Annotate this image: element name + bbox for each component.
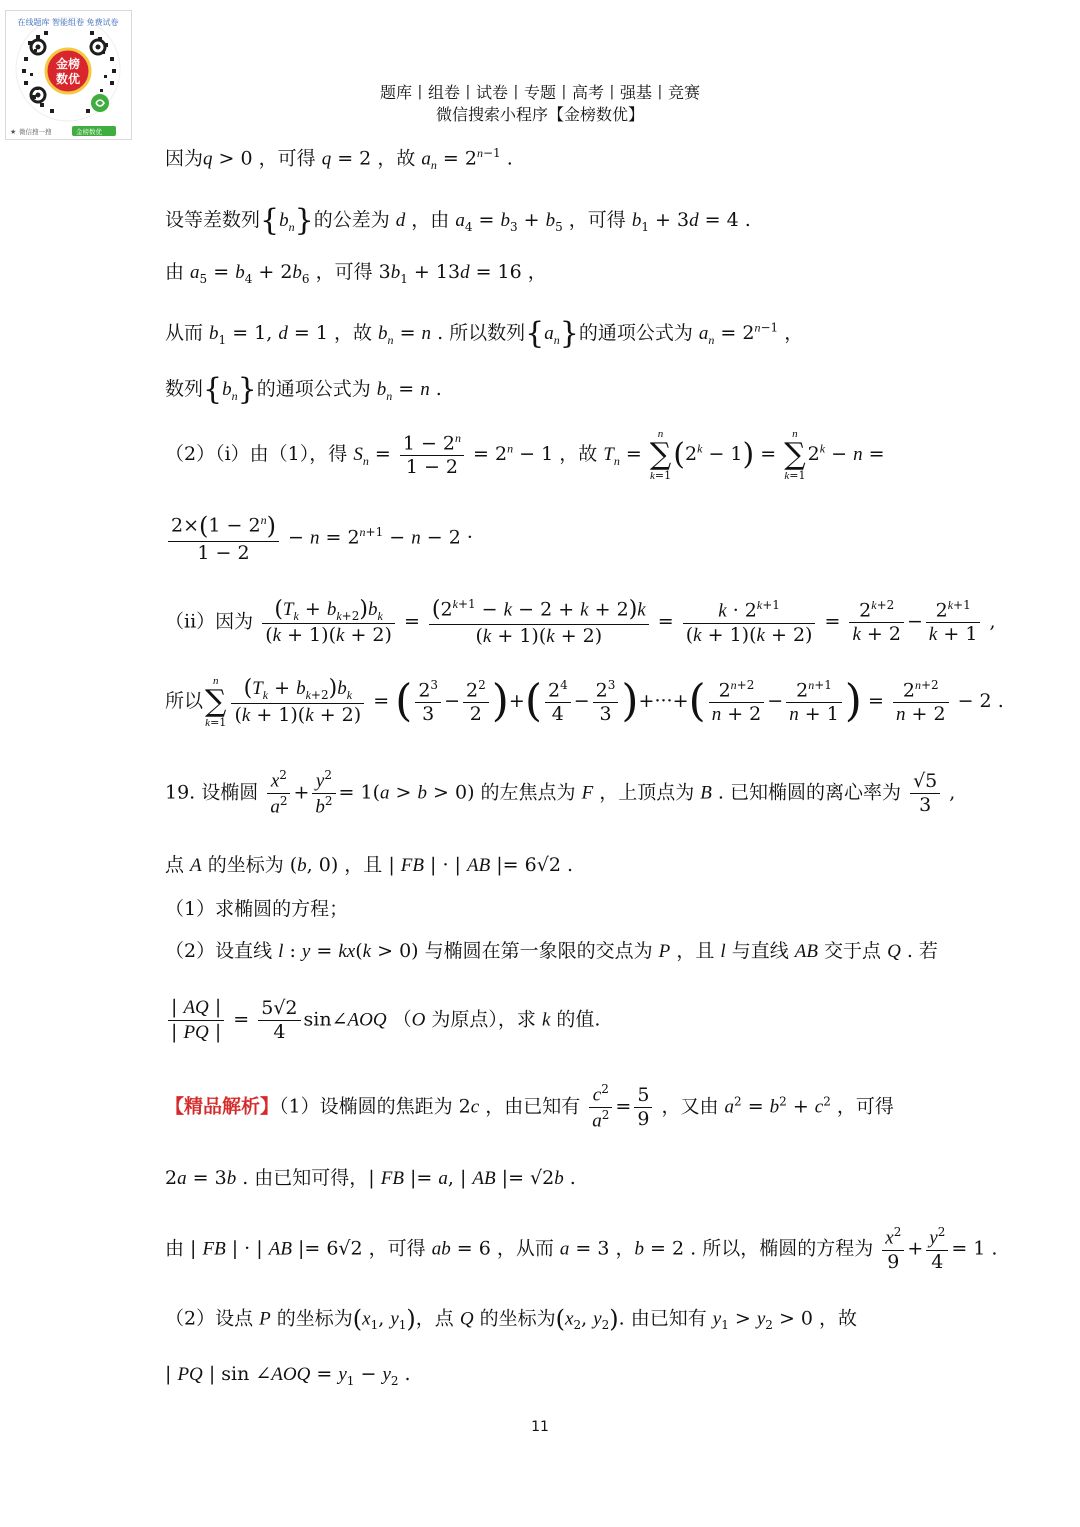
text-line-5: 数列$\{b_n\}$的通项公式为 $b_n = n$ . [165, 372, 442, 407]
solution-label: 【精品解析】 [165, 1095, 280, 1118]
text-line-1: 因为q > 0 ，可得 q = 2 ，故 $a_n = 2^{n-1}$ . [165, 146, 513, 173]
logo-text-line1: 金榜 [55, 57, 81, 71]
logo-footer-right: 金榜数优 [76, 128, 102, 136]
text-line-2i-cont: $\frac{2\times(1 - 2^n)}{1 - 2}$ − $n = 2^{n+1} - n - 2$ · [165, 512, 473, 565]
svg-text:★: ★ [10, 128, 17, 136]
text-line-2ii: （ii）因为 $\frac{(T_k + b_{k+2})b_k}{(k + 1)(k + 2)}$ = $\frac{(2^{k+1} - k - 2 + k + 2)k}{(k + 1)(k + 2)}$ = $\frac{k \cdot 2^{k+1}}{(k + 1)(k + 2)}$ = $\frac{2^{k+2}}{k + 2}$ − $\frac{2^{k+1}}{k + 1}$ , [165, 597, 996, 647]
text-line-2: 设等差数列$\{b_n\}$的公差为 d ，由 $a_4 = b_3 + b_5$ ，可得 $b_1 + 3d = 4$ . [165, 203, 751, 238]
logo-text-line2: 数优 [55, 72, 81, 86]
solution-line-3: 由 | FB | · | AB |= 6√2 ，可得 ab = 6 ，从而 a = 3 ，b = 2 . 所以，椭圆的方程为 $\frac{x^2}{9}$ + $\frac{y^2}{4}$ = 1 . [165, 1225, 998, 1274]
header-nav: 题库丨组卷丨试卷丨专题丨高考丨强基丨竞赛 [379, 83, 700, 102]
text-line-2ii-sum: 所以n ∑ k=1 $\frac{(T_k + b_{k+2})b_k}{(k + 1)(k + 2)}$ = ( $\frac{2^3}{3}$ − $\frac{2^2}{2}$ )+( $\frac{2^4}{4}$ − $\frac{2^3}{3}$ )+···+( $\frac{2^{n+2}}{n + 2}$ − $\frac{2^{n+1}}{n + 1}$ ) = $\frac{2^{n+2}}{n + 2}$ − 2 . [165, 675, 1004, 729]
logo-ring-text: 在线题库 智能组卷 免费试卷 [17, 18, 119, 27]
text-line-3: 由 $a_5 = b_4 + 2b_6$ ，可得 $3b_1 + 13d = 16$ ， [165, 261, 547, 286]
solution-line-4: （2）设点 P 的坐标为($x_1$, $y_1$)，点 Q 的坐标为($x_2$, $y_2$). 由已知有 $y_1 > y_2 > 0$ ，故 [165, 1305, 858, 1333]
q19-sub2: （2）设直线 l : y = kx(k > 0) 与椭圆在第一象限的交点为 P ，且 l 与直线 AB 交于点 Q . 若 [165, 940, 938, 962]
label-q2i: （i） [215, 443, 250, 465]
label-q2ii: （ii） [165, 610, 216, 633]
text-line-4: 从而 $b_1 = 1$, d = 1 ，故 $b_n = n$ . 所以数列$\{a_n\}$的通项公式为 $a_n = 2^{n-1}$ ， [165, 316, 804, 351]
text-line-2i: （2）（i）由（1），得 $S_n$ = $\frac{1 - 2^n}{1 - 2}$ = $2^n - 1$ ，故 $T_n = n$ ∑ $k=1(2^k - 1) = n$ ∑ $k=12^k - n$ = [165, 428, 885, 482]
q19-statement: 19. 设椭圆 $\frac{x^2}{a^2}$ + $\frac{y^2}{b^2}$ = 1(a > b > 0) 的左焦点为 F ，上顶点为 B . 已知椭圆的离心率为 $\frac{√5}{3}$ , [165, 768, 956, 818]
label-q2: （2） [165, 443, 216, 465]
solution-line-1: 【精品解析】（1）设椭圆的焦距为 2c ，由已知有 $\frac{c^2}{a^2}$ = $\frac{5}{9}$ ，又由 $a^2 = b^2 + c^2$ ，可得 [165, 1082, 894, 1132]
solution-line-2: 2a = 3b . 由已知可得，| FB |= a, | AB |= √2b . [165, 1167, 576, 1189]
q19-sub2-cont: $\frac{| AQ |}{| PQ |}$ = $\frac{5√2}{4}$ sin∠AOQ （O 为原点），求 k 的值. [165, 996, 600, 1045]
q19-statement-2: 点 A 的坐标为 (b, 0) ，且 | FB | · | AB |= 6√2 . [165, 854, 573, 876]
q19-sub1: （1）求椭圆的方程； [165, 898, 349, 920]
page-number: 11 [531, 1419, 549, 1435]
logo-footer-left: 微信搜一搜 [19, 128, 52, 136]
header-mini-program: 微信搜索小程序【金榜数优】 [435, 105, 644, 124]
solution-line-5: | PQ | sin ∠AOQ = $y_1 - y_2$ . [165, 1363, 411, 1388]
q19-number: 19. [165, 781, 196, 804]
